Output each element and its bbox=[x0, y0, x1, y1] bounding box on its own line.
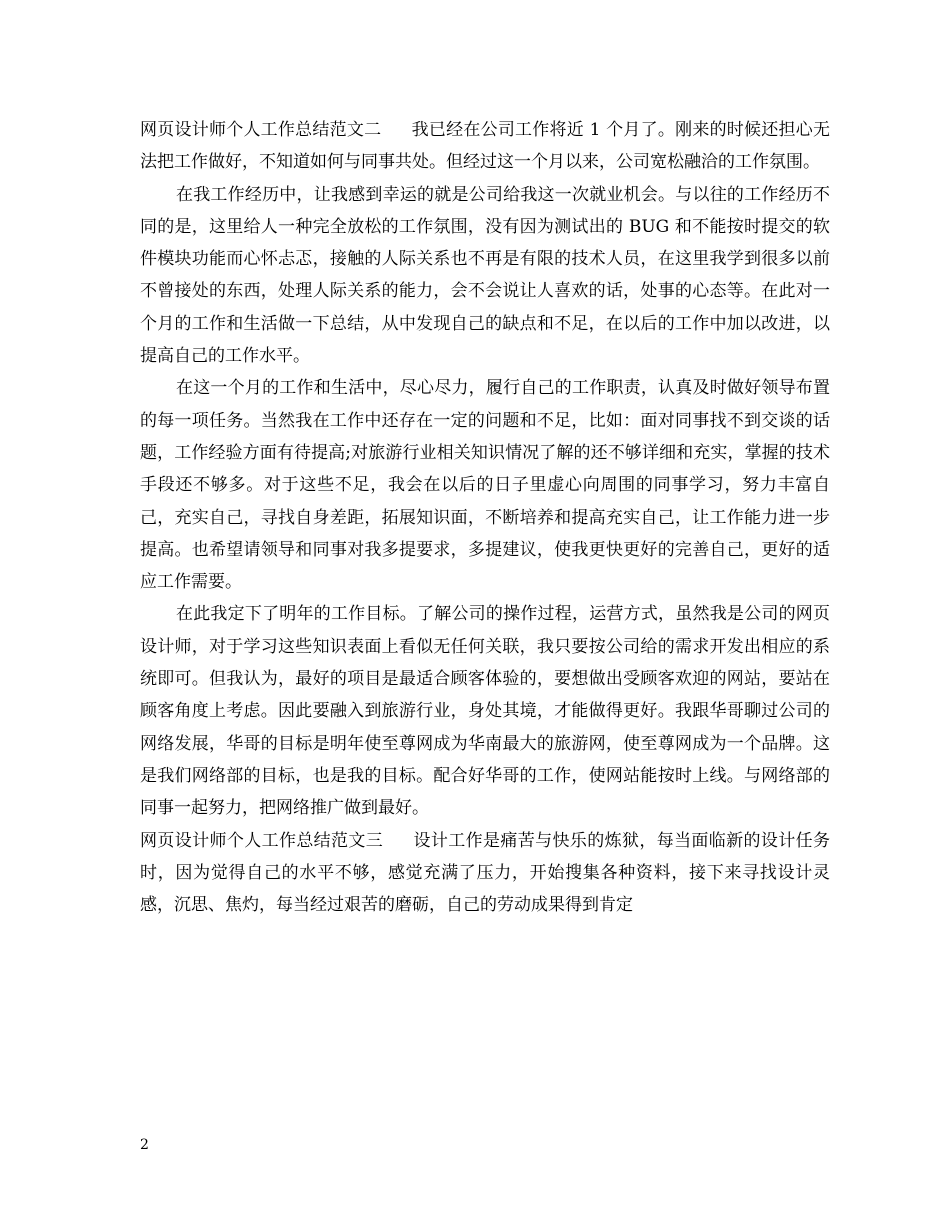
section-3-intro-text: 设计工作是痛苦与快乐的炼狱，每当面临新的设计任务时，因为觉得自己的水平不够，感觉充满了压力，开始搜集各种资料，接下来寻找设计灵感，沉思、焦灼，每当经过艰苦的磨砺，自己的劳动成果得到肯定 bbox=[140, 830, 831, 916]
section-2-paragraph-2: 在这一个月的工作和生活中，尽心尽力，履行自己的工作职责，认真及时做好领导布置的每一项任务。当然我在工作中还存在一定的问题和不足，比如：面对同事找不到交谈的话题，工作经验方面有待提高;对旅游行业相关知识情况了解的还不够详细和充实，掌握的技术手段还不够多。对于这些不足，我会在以后的日子里虚心向周围的同事学习，努力丰富自己，充实自己，寻找自身差距，拓展知识面，不断培养和提高充实自己，让工作能力进一步提高。也希望请领导和同事对我多提要求，多提建议，使我更快更好的完善自己，更好的适应工作需要。 bbox=[140, 378, 830, 593]
section-2-intro-paragraph bbox=[140, 114, 830, 179]
section-2-paragraph-3: 在此我定下了明年的工作目标。了解公司的操作过程，运营方式，虽然我是公司的网页设计师，对于学习这些知识表面上看似无任何关联，我只要按公司给的需求开发出相应的系统即可。但我认为，最好的项目是最适合顾客体验的，要想做出受顾客欢迎的网站，要站在顾客角度上考虑。因此要融入到旅游行业，身处其境，才能做得更好。我跟华哥聊过公司的网络发展，华哥的目标是明年使至尊网成为华南最大的旅游网，使至尊网成为一个品牌。这是我们网络部的目标，也是我的目标。配合好华哥的工作，使网站能按时上线。与网络部的同事一起努力，把网络推广做到最好。 bbox=[140, 604, 830, 819]
section-2-intro-text: 我已经在公司工作将近 1 个月了。刚来的时候还担心无法把工作做好，不知道如何与同事共处。但经过这一个月以来，公司宽松融洽的工作氛围。 bbox=[140, 120, 831, 173]
section-3-intro-paragraph bbox=[140, 825, 830, 922]
body-text bbox=[140, 114, 830, 921]
section-3-heading: 网页设计师个人工作总结范文三 bbox=[140, 830, 384, 851]
section-2-heading: 网页设计师个人工作总结范文二 bbox=[140, 120, 382, 140]
page-number: 2 bbox=[140, 1137, 149, 1153]
section-2-paragraph-1: 在我工作经历中，让我感到幸运的就是公司给我这一次就业机会。与以往的工作经历不同的是，这里给人一种完全放松的工作氛围，没有因为测试出的 BUG 和不能按时提交的软件模块功能而心怀忐忑，接触的人际关系也不再是有限的技术人员，在这里我学到很多以前不曾接处的东西，处理人际关系的能力，会不会说让人喜欢的话，处事的心态等。在此对一个月的工作和生活做一下总结，从中发现自己的缺点和不足，在以后的工作中加以改进，以提高自己的工作水平。 bbox=[140, 184, 830, 367]
